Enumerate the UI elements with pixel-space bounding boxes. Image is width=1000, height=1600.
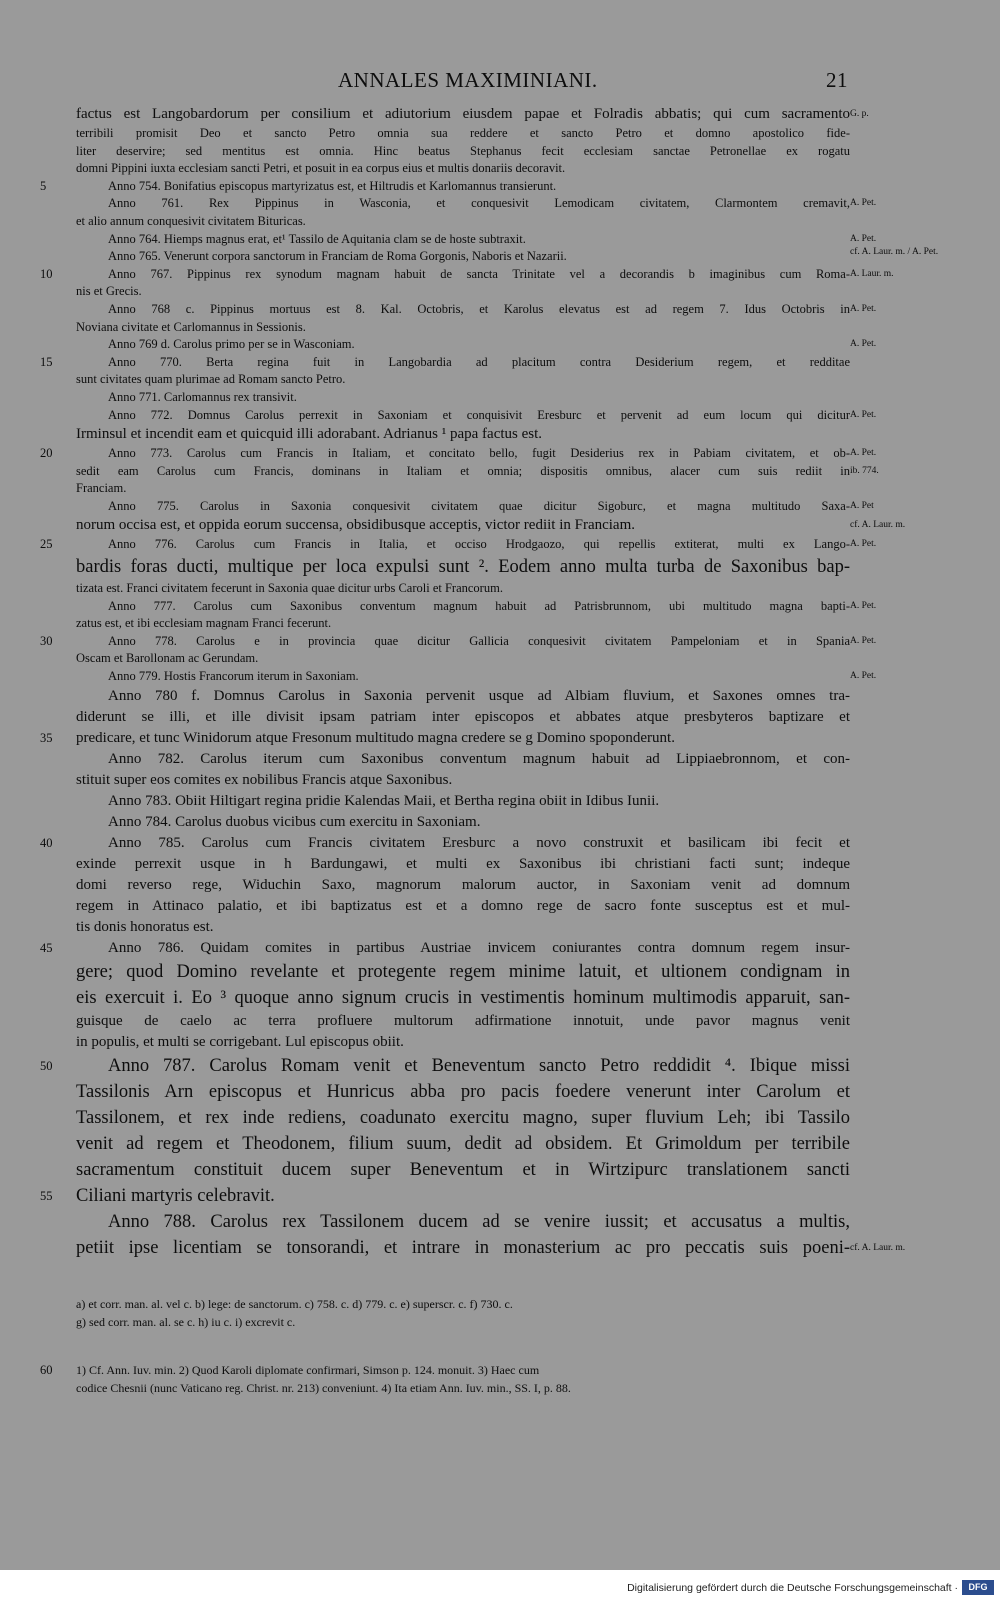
text-line [0,195,1000,213]
line-number: 25 [40,537,53,552]
line-text: sedit eam Carolus cum Francis, dominans in Italiam et omnia; dispositis omnibus, alacer cum suis rediit in [76,463,850,478]
line-text: Anno 777. Carolus cum Saxonibus conventum magnum habuit ad Patrisbrunnom, ubi multitudo magna bapti- [108,598,850,613]
footer-credit: Digitalisierung gefördert durch die Deutsche Forschungsgemeinschaft · [627,1582,958,1594]
text-line [0,650,1000,668]
line-text: Franciam. [76,481,127,496]
margin-reference: A. Pet. [850,409,877,420]
text-line [0,770,1000,791]
line-text: Anno 767. Pippinus rex synodum magnam habuit de sancta Trinitate vel a decorandis b imaginibus cum Roma- [108,266,850,281]
line-text: Anno 788. Carolus rex Tassilonem ducem ad se venire iussit; et accusatus a multis, [108,1211,850,1232]
footnote-line [0,1362,1000,1380]
text-line [0,354,1000,372]
line-text: Anno 764. Hiemps magnus erat, et¹ Tassilo de Aquitania clam se de hoste subtraxit. [108,231,526,246]
line-text: Anno 771. Carlomannus rex transivit. [108,389,297,404]
text-line [0,1209,1000,1235]
line-text: et alio annum conquesivit civitatem Bituricas. [76,213,306,228]
main-text [0,104,1000,1261]
line-text: eis exercuit i. Eo ³ quoque anno signum crucis in vestimentis hominum multimodis apparuit, san- [76,987,850,1008]
line-text: Anno 779. Hostis Francorum iterum in Saxoniam. [108,669,359,684]
line-text: Tassilonis Arn episcopus et Hunricus abba pro pacis foedere venerunt inter Carolum et [76,1081,850,1102]
text-line [0,515,1000,536]
text-line [0,301,1000,319]
text-line [0,143,1000,161]
text-line [0,231,1000,249]
text-line [0,938,1000,959]
line-text: nis et Grecis. [76,284,142,299]
line-text: Tassilonem, et rex inde rediens, coadunato exercitu magno, super fluvium Leh; ibi Tassilo [76,1107,850,1128]
text-line [0,283,1000,301]
line-text: venit ad regem et Theodonem, filium suum, dedit ad obsidem. Et Grimoldum per terribile [76,1133,850,1154]
text-line [0,686,1000,707]
text-line [0,1157,1000,1183]
line-text: Irminsul et incendit eam et quicquid illi adorabant. Adrianus ¹ papa factus est. [76,426,543,443]
text-line [0,125,1000,143]
text-line [0,985,1000,1011]
line-text: predicare, et tunc Winidorum atque Fresonum multitudo magna credere se g Domino spoponderunt. [76,729,675,746]
text-line [0,633,1000,651]
text-line [0,749,1000,770]
margin-reference: A. Pet. [850,448,877,459]
footnote-line [0,1380,1000,1398]
text-line [0,463,1000,481]
line-text: diderunt se illi, et ille divisit ipsam patriam inter episcopos et abbates atque presbyteros baptizare et [76,708,850,725]
running-header [0,66,1000,96]
line-text: sunt civitates quam plurimae ad Romam sancto Petro. [76,372,346,387]
line-number: 50 [40,1058,53,1073]
text-line [0,598,1000,616]
margin-reference: G. p. [850,109,869,119]
text-line [0,178,1000,196]
line-text: bardis foras ducti, multique per loca expulsi sunt ². Eodem anno multa turba de Saxonibus bap- [76,557,850,578]
line-text: terribili promisit Deo et sancto Petro omnia sua reddere et sancto Petro et domno apostolico fide- [76,126,850,140]
text-line [0,480,1000,498]
line-text: Anno 769 d. Carolus primo per se in Wasconiam. [108,337,355,352]
line-text: Anno 786. Quidam comites in partibus Austriae invicem coniurantes contra domnum regem insur- [108,939,850,956]
margin-reference: cf. A. Laur. m. [850,1242,906,1253]
line-text: Anno 775. Carolus in Saxonia conquesivit civitatem quae dicitur Sigoburc, et magna multitudo Saxa- [108,498,850,513]
text-line [0,248,1000,266]
text-line [0,1105,1000,1131]
line-text: Noviana civitate et Carlomannus in Sessionis. [76,319,306,334]
line-text: Anno 772. Domnus Carolus perrexit in Saxoniam et conquisivit Eresburc et pervenit ad eum locum qui dicitur [108,407,850,422]
line-text: domni Pippini iuxta ecclesiam sancti Petri, et posuit in ea corpus eius et multis donariis decoravit. [76,161,566,176]
text-line [0,160,1000,178]
line-text: regem in Attinaco palatio, et ibi baptizatus est et a domno rege de sacro fonte susceptus est et mul- [76,897,850,914]
text-line [0,668,1000,686]
text-line [0,854,1000,875]
line-number: 55 [40,1188,53,1203]
page-title: ANNALES MAXIMINIANI. [338,68,598,92]
line-text: tis donis honoratus est. [76,918,214,935]
line-text: Ciliani martyris celebravit. [76,1185,275,1206]
text-line [0,728,1000,749]
text-line [0,707,1000,728]
line-text: petiit ipse licentiam se tonsorandi, et intrare in monasterium ac pro peccatis suis poeni- [76,1237,850,1258]
line-text: Anno 768 c. Pippinus mortuus est 8. Kal. Octobris, et Karolus elevatus est ad regem 7. Idus Octobris in [108,301,850,316]
digitization-footer [0,1570,1000,1600]
margin-reference: A. Pet. [850,635,877,646]
line-text: exinde perrexit usque in h Bardungawi, et multi ex Saxonibus ibi christiani facti sunt; indeque [76,855,850,872]
text-line [0,1079,1000,1105]
margin-reference: A. Pet. [850,198,877,209]
text-line [0,615,1000,633]
text-line [0,319,1000,337]
line-text: Anno 761. Rex Pippinus in Wasconia, et conquesivit Lemodicam civitatem, Clarmontem cremavit, [108,196,850,211]
note-line [0,1296,1000,1314]
margin-reference: A. Pet. [850,539,877,550]
margin-reference: A. Laur. m. [850,268,894,279]
margin-reference: A. Pet. [850,303,877,314]
textual-notes [0,1296,1000,1331]
text-line [0,1053,1000,1079]
line-text: Anno 770. Berta regina fuit in Langobardia ad placitum contra Desiderium regem, et redditae [108,354,850,369]
line-number: 60 [40,1363,53,1377]
text-line [0,371,1000,389]
line-number: 20 [40,446,53,461]
text-line [0,580,1000,598]
text-line [0,791,1000,812]
line-text: Anno 782. Carolus iterum cum Saxonibus conventum magnum habuit ad Lippiaebronnom, et con- [108,750,850,767]
margin-reference: ib. 774. [850,465,879,476]
line-number: 10 [40,266,53,281]
line-text: Anno 778. Carolus e in provincia quae dicitur Gallicia conquesivit civitatem Pampeloniam et in Spania [108,633,850,648]
line-text: stituit super eos comites ex nobilibus Francis atque Saxonibus. [76,771,453,788]
line-text: zatus est, et ibi ecclesiam magnam Franci fecerunt. [76,616,332,631]
line-text: Oscam et Barollonam ac Gerundam. [76,651,259,666]
line-text: tizata est. Franci civitatem fecerunt in Saxonia quae dicitur urbs Caroli et Francorum. [76,581,503,596]
line-text: gere; quod Domino revelante et protegente regem minime latuit, et ultionem condignam in [76,961,850,982]
text-line [0,1235,1000,1261]
line-text: Anno 773. Carolus cum Francis in Italiam, et concitato bello, fugit Desiderius rex in Pabiam civitatem, et ob- [108,446,850,461]
text-line [0,917,1000,938]
text-line [0,407,1000,425]
text-line [0,1032,1000,1053]
note-line [0,1314,1000,1332]
line-text: a) et corr. man. al. vel c. b) lege: de sanctorum. c) 758. c. d) 779. c. e) superscr. c. f) 730. c. [76,1297,513,1311]
text-line [0,896,1000,917]
line-text: Anno 754. Bonifatius episcopus martyrizatus est, et Hiltrudis et Karlomannus transierunt. [108,178,557,193]
line-text: guisque de caelo ac terra profluere multorum adfirmatione innotuit, unde pavor magnus venit [76,1012,850,1029]
line-text: domi reverso rege, Widuchin Saxo, magnorum malorum auctor, in Saxoniam venit ad domnum [76,876,850,893]
line-number: 5 [40,178,47,193]
line-text: Anno 780 f. Domnus Carolus in Saxonia pervenit usque ad Albiam fluvium, et Saxones omnes tra- [108,687,850,704]
text-line [0,1183,1000,1209]
text-line [0,424,1000,445]
line-text: codice Chesnii (nunc Vaticano reg. Christ. nr. 213) conveniunt. 4) Ita etiam Ann. Iuv. min., SS. I, p. 88. [76,1380,571,1395]
margin-reference: A. Pet. [850,233,877,244]
line-text: g) sed corr. man. al. se c. h) iu c. i) excrevit c. [76,1314,296,1329]
line-number: 15 [40,354,53,369]
margin-reference: cf. A. Laur. m. [850,520,906,531]
dfg-logo: DFG [962,1580,994,1595]
line-number: 35 [40,730,53,745]
margin-reference: A. Pet. [850,339,877,350]
text-line [0,875,1000,896]
line-text: sacramentum constituit ducem super Beneventum et in Wirtzipurc translationem sancti [76,1159,850,1180]
text-line [0,104,1000,125]
text-line [0,833,1000,854]
text-line [0,498,1000,516]
line-text: Anno 765. Venerunt corpora sanctorum in Franciam de Roma Gorgonis, Naboris et Nazarii. [108,249,567,264]
line-text: Anno 776. Carolus cum Francis in Italia, et occiso Hrodgaozo, qui repellis extiterat, multi ex Lango- [108,537,850,552]
line-text: Anno 787. Carolus Romam venit et Beneventum sancto Petro reddidit ⁴. Ibique missi [108,1055,850,1076]
line-text: Anno 785. Carolus cum Francis civitatem Eresburc a novo construxit et basilicam ibi fecit et [108,834,850,851]
line-number: 45 [40,940,53,955]
line-text: Anno 784. Carolus duobus vicibus cum exercitu in Saxoniam. [108,813,481,830]
text-line [0,1131,1000,1157]
text-line [0,266,1000,284]
text-line [0,445,1000,463]
line-text: factus est Langobardorum per consilium et adiutorium eiusdem papae et Folradis abbatis; qui cum sacramento [76,106,850,122]
text-line [0,536,1000,554]
margin-reference: A. Pet. [850,600,877,611]
text-line [0,959,1000,985]
text-line [0,336,1000,354]
text-line [0,389,1000,407]
page-number: 21 [826,68,848,92]
line-text: in populis, et multi se corrigebant. Lul episcopus obiit. [76,1033,404,1050]
line-text: 1) Cf. Ann. Iuv. min. 2) Quod Karoli diplomate confirmari, Simson p. 124. monuit. 3) Haec cum [76,1363,540,1377]
line-text: liter deservire; sed mentitus est omnia. Hinc beatus Stephanus fecit ecclesiam sanctae Petronellae ex rogatu [76,143,850,158]
line-text: norum occisa est, et oppida eorum succensa, obsidibusque acceptis, victor rediit in Franciam. [76,517,636,534]
line-text: Anno 783. Obiit Hiltigart regina pridie Kalendas Maii, et Bertha regina obiit in Idibus Iunii. [108,792,660,809]
line-number: 30 [40,633,53,648]
margin-reference: cf. A. Laur. m. / A. Pet. [850,247,939,258]
text-line [0,1011,1000,1032]
text-line [0,213,1000,231]
footnotes [0,1362,1000,1397]
text-line [0,554,1000,580]
margin-reference: A. Pet. [850,671,877,682]
margin-reference: A. Pet [850,500,874,511]
text-line [0,812,1000,833]
line-number: 40 [40,835,53,850]
